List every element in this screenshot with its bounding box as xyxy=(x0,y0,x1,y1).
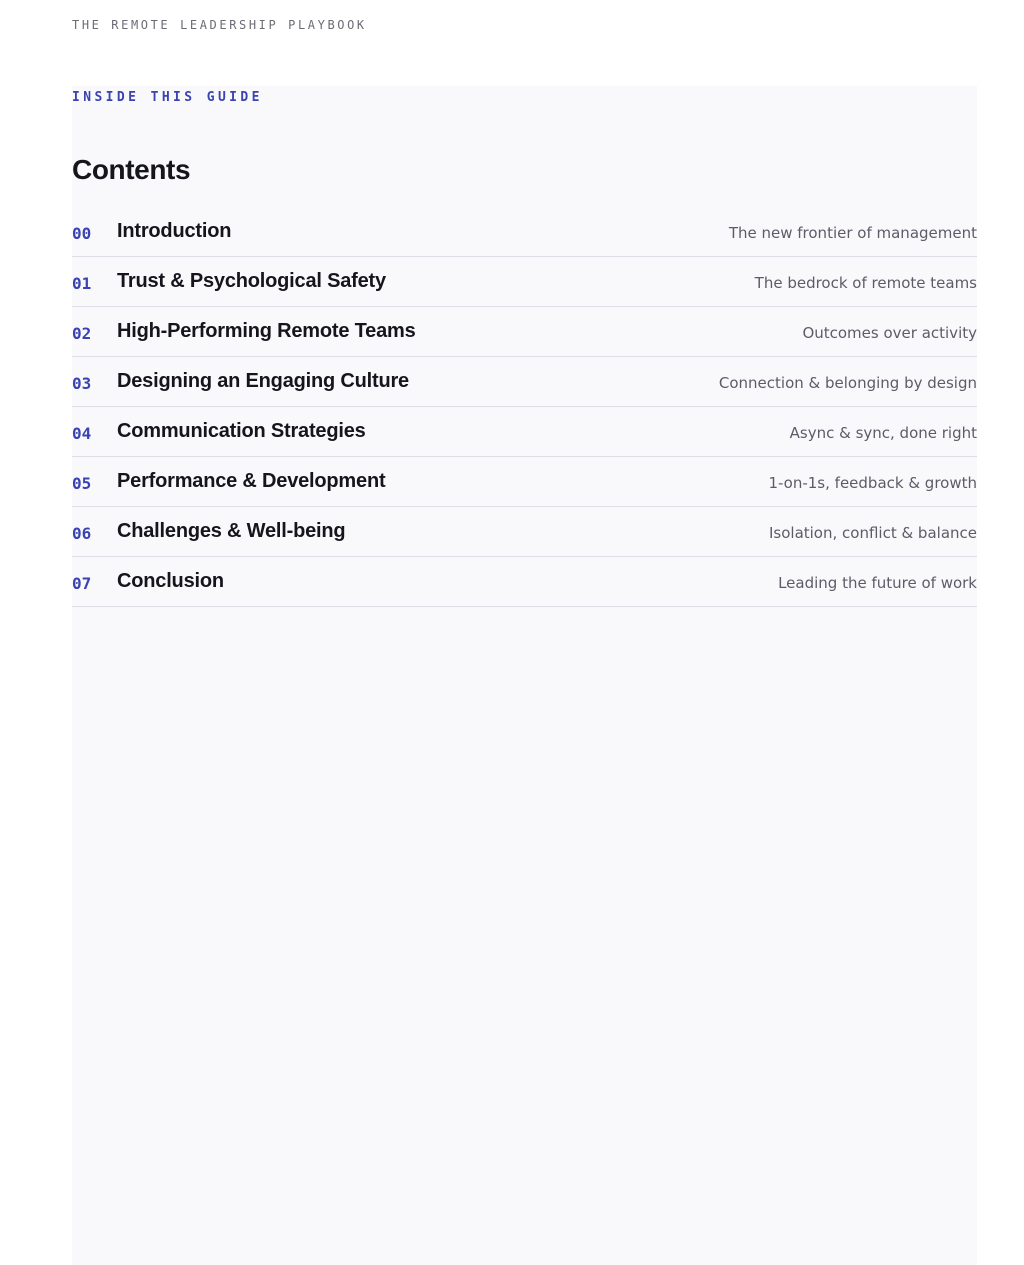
page-title: Contents xyxy=(72,154,191,185)
chapter-subtitle: Outcomes over activity xyxy=(802,324,977,342)
chapter-number: 06 xyxy=(72,523,92,543)
chapter-subtitle: Async & sync, done right xyxy=(789,424,977,442)
chapter-title: Trust & Psychological Safety xyxy=(117,270,386,292)
section-eyebrow: INSIDE THIS GUIDE xyxy=(72,90,263,105)
table-of-contents xyxy=(72,207,977,607)
chapter-number: 07 xyxy=(72,573,92,593)
chapter-number: 03 xyxy=(72,373,92,393)
chapter-title: High-Performing Remote Teams xyxy=(117,320,416,342)
chapter-number: 05 xyxy=(72,473,92,493)
chapter-title: Introduction xyxy=(117,220,232,242)
chapter-number: 00 xyxy=(72,223,92,243)
toc-entry-performance[interactable] xyxy=(72,457,977,507)
running-header: THE REMOTE LEADERSHIP PLAYBOOK xyxy=(72,18,367,32)
chapter-title: Performance & Development xyxy=(117,470,386,492)
toc-entry-culture[interactable] xyxy=(72,357,977,407)
chapter-subtitle: The new frontier of management xyxy=(728,224,977,242)
chapter-title: Conclusion xyxy=(117,570,224,592)
chapter-number: 04 xyxy=(72,423,92,443)
chapter-title: Communication Strategies xyxy=(117,420,366,442)
chapter-title: Designing an Engaging Culture xyxy=(117,370,409,392)
toc-entry-challenges[interactable] xyxy=(72,507,977,557)
chapter-subtitle: Isolation, conflict & balance xyxy=(768,524,977,542)
toc-entry-introduction[interactable] xyxy=(72,207,977,257)
toc-entry-high-performing-teams[interactable] xyxy=(72,307,977,357)
chapter-subtitle: Connection & belonging by design xyxy=(718,374,977,392)
chapter-subtitle: The bedrock of remote teams xyxy=(754,274,977,292)
toc-entry-conclusion[interactable] xyxy=(72,557,977,607)
contents-panel xyxy=(72,86,977,1265)
chapter-subtitle: Leading the future of work xyxy=(778,574,977,592)
toc-entry-communication[interactable] xyxy=(72,407,977,457)
toc-entry-trust[interactable] xyxy=(72,257,977,307)
chapter-number: 02 xyxy=(72,323,92,343)
chapter-number: 01 xyxy=(72,273,92,293)
chapter-subtitle: 1-on-1s, feedback & growth xyxy=(768,474,977,492)
chapter-title: Challenges & Well-being xyxy=(117,520,346,542)
